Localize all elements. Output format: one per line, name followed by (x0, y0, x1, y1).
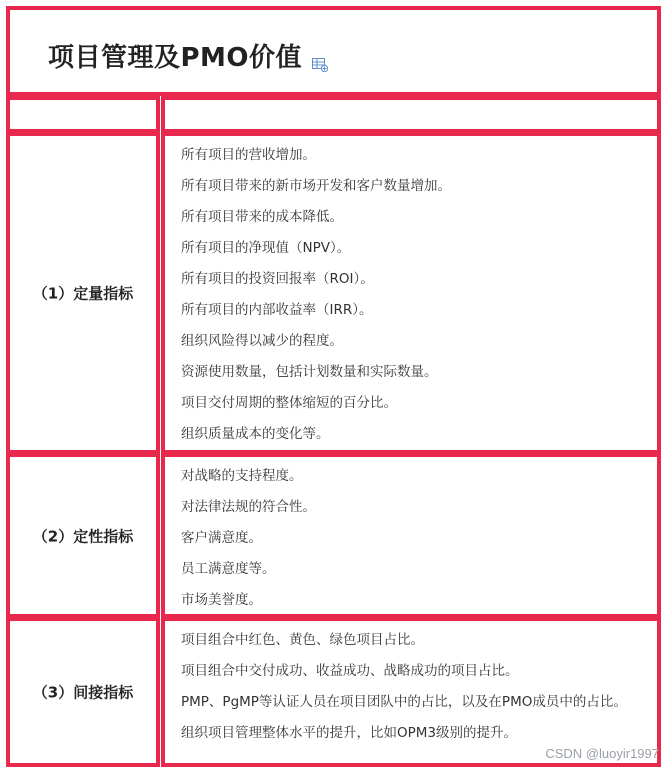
list-item: 所有项目的内部收益率（IRR）。 (181, 302, 373, 318)
header-cell-right (161, 96, 661, 133)
list-item: 对战略的支持程度。 (181, 468, 303, 484)
list-item: 所有项目的净现值（NPV）。 (181, 240, 351, 256)
row-items-cell (161, 132, 661, 454)
row-label-cell (6, 617, 160, 767)
list-item: PMP、PgMP等认证人员在项目团队中的占比，以及在PMO成员中的占比。 (181, 694, 627, 710)
list-item: 项目组合中红色、黄色、绿色项目占比。 (181, 632, 424, 648)
row-items-cell (161, 453, 661, 618)
row-label: （3）间接指标 (32, 683, 134, 702)
list-item: 市场美誉度。 (181, 592, 262, 608)
pmo-value-table (6, 6, 661, 767)
list-item: 所有项目的营收增加。 (181, 147, 316, 163)
row-items-cell (161, 617, 661, 767)
list-item: 资源使用数量，包括计划数量和实际数量。 (181, 364, 438, 380)
header-cell-left (6, 96, 160, 133)
row-label: （2）定性指标 (32, 527, 134, 545)
list-item: 客户满意度。 (181, 530, 262, 546)
title-cell (6, 6, 661, 96)
table-edit-icon[interactable] (312, 49, 328, 63)
list-item: 组织项目管理整体水平的提升，比如OPM3级别的提升。 (181, 725, 518, 741)
list-item: 员工满意度等。 (181, 561, 276, 577)
page-title (48, 37, 328, 74)
row-label-cell (6, 453, 160, 618)
row-label: （1）定量指标 (32, 284, 134, 303)
list-item: 所有项目的投资回报率（ROI）。 (181, 271, 374, 287)
list-item: 项目交付周期的整体缩短的百分比。 (181, 395, 397, 411)
list-item: 对法律法规的符合性。 (181, 499, 316, 515)
list-item: 组织质量成本的变化等。 (181, 426, 330, 442)
list-item: 所有项目带来的成本降低。 (181, 209, 343, 225)
list-item: 组织风险得以减少的程度。 (181, 333, 343, 349)
watermark: CSDN @luoyir1997 (545, 746, 659, 761)
list-item: 项目组合中交付成功、收益成功、战略成功的项目占比。 (181, 663, 519, 679)
row-label-cell (6, 132, 160, 454)
page-title-text: 项目管理及PMO价值 (48, 43, 303, 73)
list-item: 所有项目带来的新市场开发和客户数量增加。 (181, 178, 451, 194)
